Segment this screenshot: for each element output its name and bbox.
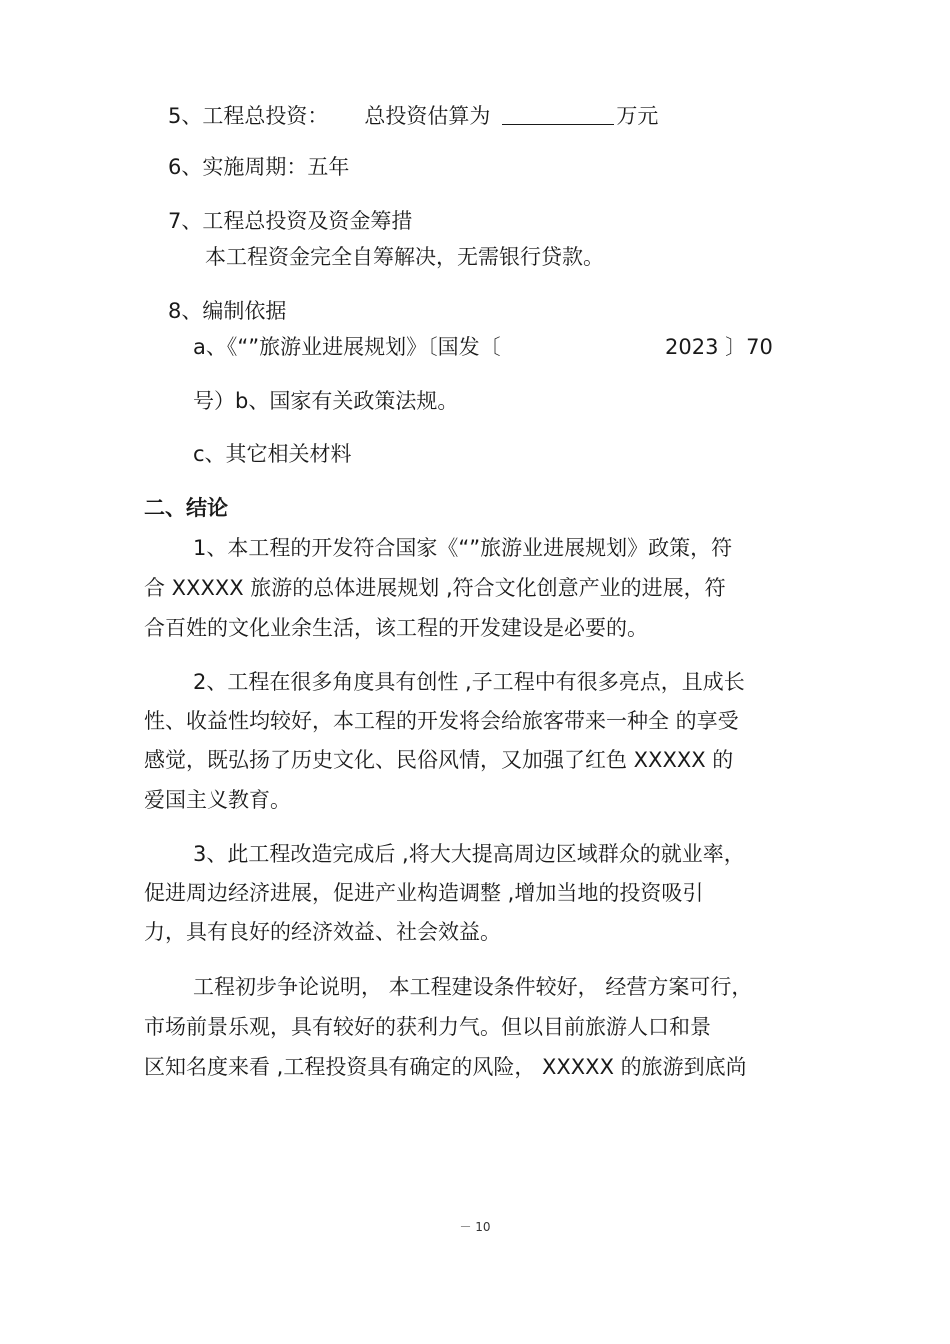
paragraph-2-line: 2、工程在很多角度具有创性 ,子工程中有很多亮点，且成长 [193, 670, 745, 694]
item-8-a-left: a、《“”旅游业进展规划》〔国发〔 [193, 335, 501, 359]
paragraph-3-line: 促进周边经济进展，促进产业构造调整 ,增加当地的投资吸引 [144, 881, 704, 905]
paragraph-4-line: 区知名度来看 ,工程投资具有确定的风险， XXXXX 的旅游到底尚 [144, 1055, 747, 1079]
investment-blank [502, 102, 614, 125]
item-7-title: 7、工程总投资及资金筹措 [168, 209, 413, 233]
paragraph-2-line: 爱国主义教育。 [144, 788, 291, 812]
page-number: － 10 [459, 1220, 491, 1234]
item-5-unit: 万元 [616, 104, 659, 128]
item-8-c: c、其它相关材料 [193, 442, 352, 466]
paragraph-1-line: 合百姓的文化业余生活，该工程的开发建设是必要的。 [144, 616, 648, 640]
paragraph-2-line: 感觉，既弘扬了历史文化、民俗风情，又加强了红色 XXXXX 的 [144, 748, 734, 772]
paragraph-1-line: 1、本工程的开发符合国家《“”旅游业进展规划》政策，符 [193, 536, 733, 560]
item-8-title: 8、编制依据 [168, 299, 287, 323]
item-8-a-right: 2023 〕70 [665, 335, 773, 359]
paragraph-3-line: 3、此工程改造完成后 ,将大大提高周边区域群众的就业率， [193, 842, 745, 866]
paragraph-4-line: 工程初步争论说明， 本工程建设条件较好， 经营方案可行， [193, 975, 753, 999]
item-8-a-cont: 号）b、国家有关政策法规。 [193, 389, 459, 413]
item-5 [168, 102, 658, 130]
item-7-body: 本工程资金完全自筹解决，无需银行贷款。 [205, 245, 604, 269]
paragraph-1-line: 合 XXXXX 旅游的总体进展规划 ,符合文化创意产业的进展，符 [144, 576, 726, 600]
paragraph-3-line: 力，具有良好的经济效益、社会效益。 [144, 920, 501, 944]
item-5-label: 5、工程总投资： [168, 104, 329, 128]
paragraph-4-line: 市场前景乐观，具有较好的获利力气。但以目前旅游人口和景 [144, 1015, 711, 1039]
item-6: 6、实施周期：五年 [168, 155, 350, 179]
item-5-text: 总投资估算为 [364, 104, 491, 128]
paragraph-2-line: 性、收益性均较好，本工程的开发将会给旅客带来一种全 的享受 [144, 709, 739, 733]
conclusion-heading: 二、结论 [144, 496, 228, 520]
